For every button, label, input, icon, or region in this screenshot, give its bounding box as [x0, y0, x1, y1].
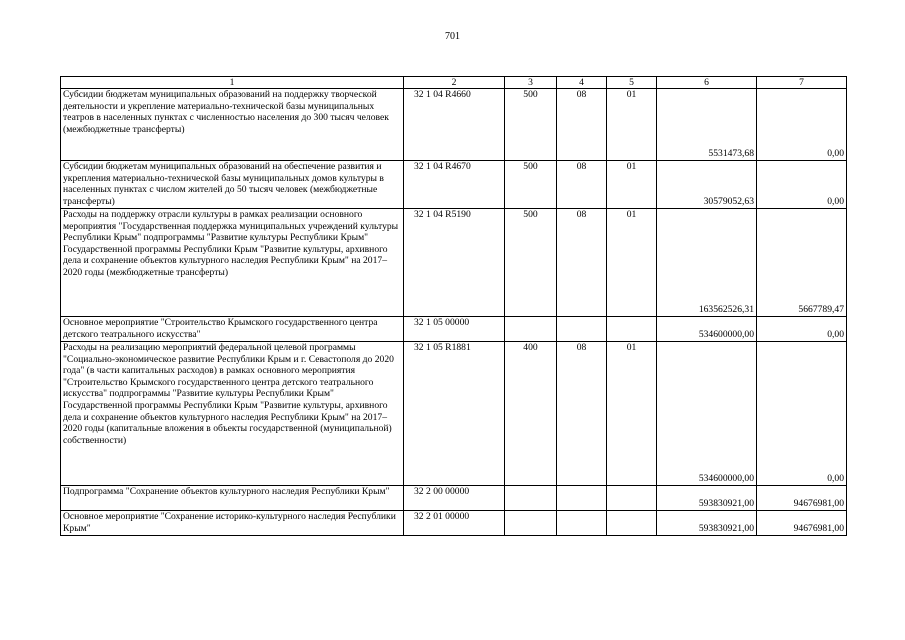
cell-col5: 01 — [607, 89, 657, 161]
column-header-3: 3 — [505, 77, 557, 89]
cell-col4 — [557, 317, 607, 342]
column-header-4: 4 — [557, 77, 607, 89]
cell-col5 — [607, 317, 657, 342]
cell-col5: 01 — [607, 209, 657, 317]
header-row — [61, 77, 847, 89]
cell-col7: 94676981,00 — [757, 511, 847, 536]
cell-col4: 08 — [557, 209, 607, 317]
table-row — [61, 161, 847, 209]
cell-col7: 0,00 — [757, 89, 847, 161]
cell-name: Субсидии бюджетам муниципальных образований на поддержку творческой деятельности и укрепление материально-технической базы муниципальных театров в населенных пунктах с численностью населения до 300 тысяч человек (межбюджетные трансферты) — [61, 89, 404, 161]
table-row — [61, 342, 847, 486]
cell-name: Расходы на реализацию мероприятий федеральной целевой программы "Социально-экономическое развитие Республики Крым и г. Севастополя до 2020 года" (в части капитальных расходов) в рамках основного мероприятия "Строительство Крымского государственного центра детского театрального искусства" подпрограммы "Развитие культуры Республики Крым" Государственной программы Республики Крым "Развитие культуры, архивного дела и сохранение объектов культурного наследия Республики Крым" на 2017–2020 годы (капитальные вложения в объекты государственной (муниципальной) собственности) — [61, 342, 404, 486]
cell-col6: 163562526,31 — [657, 209, 757, 317]
column-header-2: 2 — [404, 77, 505, 89]
table-row — [61, 317, 847, 342]
cell-code: 32 1 05 00000 — [404, 317, 505, 342]
cell-col3: 500 — [505, 161, 557, 209]
cell-name: Расходы на поддержку отрасли культуры в рамках реализации основного мероприятия "Государственная поддержка муниципальных учреждений культуры Республики Крым" подпрограммы "Развитие культуры Республики Крым" Государственной программы Республики Крым "Развитие культуры, архивного дела и сохранение объектов культурного наследия Республики Крым" на 2017–2020 годы (межбюджетные трансферты) — [61, 209, 404, 317]
cell-code: 32 1 04 R5190 — [404, 209, 505, 317]
table-row — [61, 511, 847, 536]
cell-code: 32 2 01 00000 — [404, 511, 505, 536]
cell-col4: 08 — [557, 161, 607, 209]
cell-col7: 5667789,47 — [757, 209, 847, 317]
cell-code: 32 1 05 R1881 — [404, 342, 505, 486]
cell-col3 — [505, 511, 557, 536]
cell-code: 32 1 04 R4660 — [404, 89, 505, 161]
cell-col3: 500 — [505, 209, 557, 317]
column-header-1: 1 — [61, 77, 404, 89]
cell-name: Подпрограмма "Сохранение объектов культурного наследия Республики Крым" — [61, 486, 404, 511]
cell-col6: 593830921,00 — [657, 486, 757, 511]
cell-name: Основное мероприятие "Сохранение историко-культурного наследия Республики Крым" — [61, 511, 404, 536]
cell-col7: 0,00 — [757, 342, 847, 486]
column-header-7: 7 — [757, 77, 847, 89]
cell-col4 — [557, 486, 607, 511]
cell-col3: 400 — [505, 342, 557, 486]
cell-col5: 01 — [607, 161, 657, 209]
cell-col6: 5531473,68 — [657, 89, 757, 161]
cell-col3: 500 — [505, 89, 557, 161]
cell-code: 32 1 04 R4670 — [404, 161, 505, 209]
cell-name: Субсидии бюджетам муниципальных образований на обеспечение развития и укрепления материально-технической базы муниципальных домов культуры в населенных пунктах с числом жителей до 50 тысяч человек (межбюджетные трансферты) — [61, 161, 404, 209]
column-header-6: 6 — [657, 77, 757, 89]
cell-col3 — [505, 486, 557, 511]
cell-col6: 534600000,00 — [657, 317, 757, 342]
cell-col7: 0,00 — [757, 161, 847, 209]
cell-col6: 534600000,00 — [657, 342, 757, 486]
page-number: 701 — [445, 31, 460, 42]
table-row — [61, 209, 847, 317]
cell-col5 — [607, 486, 657, 511]
cell-name: Основное мероприятие "Строительство Крымского государственного центра детского театрального искусства" — [61, 317, 404, 342]
table-body — [61, 77, 847, 536]
budget-table — [60, 76, 847, 536]
cell-col4: 08 — [557, 342, 607, 486]
cell-col5 — [607, 511, 657, 536]
cell-col5: 01 — [607, 342, 657, 486]
column-header-5: 5 — [607, 77, 657, 89]
cell-col7: 0,00 — [757, 317, 847, 342]
cell-col6: 30579052,63 — [657, 161, 757, 209]
cell-col4 — [557, 511, 607, 536]
cell-col4: 08 — [557, 89, 607, 161]
table-row — [61, 89, 847, 161]
cell-code: 32 2 00 00000 — [404, 486, 505, 511]
table-row — [61, 486, 847, 511]
cell-col3 — [505, 317, 557, 342]
cell-col7: 94676981,00 — [757, 486, 847, 511]
cell-col6: 593830921,00 — [657, 511, 757, 536]
